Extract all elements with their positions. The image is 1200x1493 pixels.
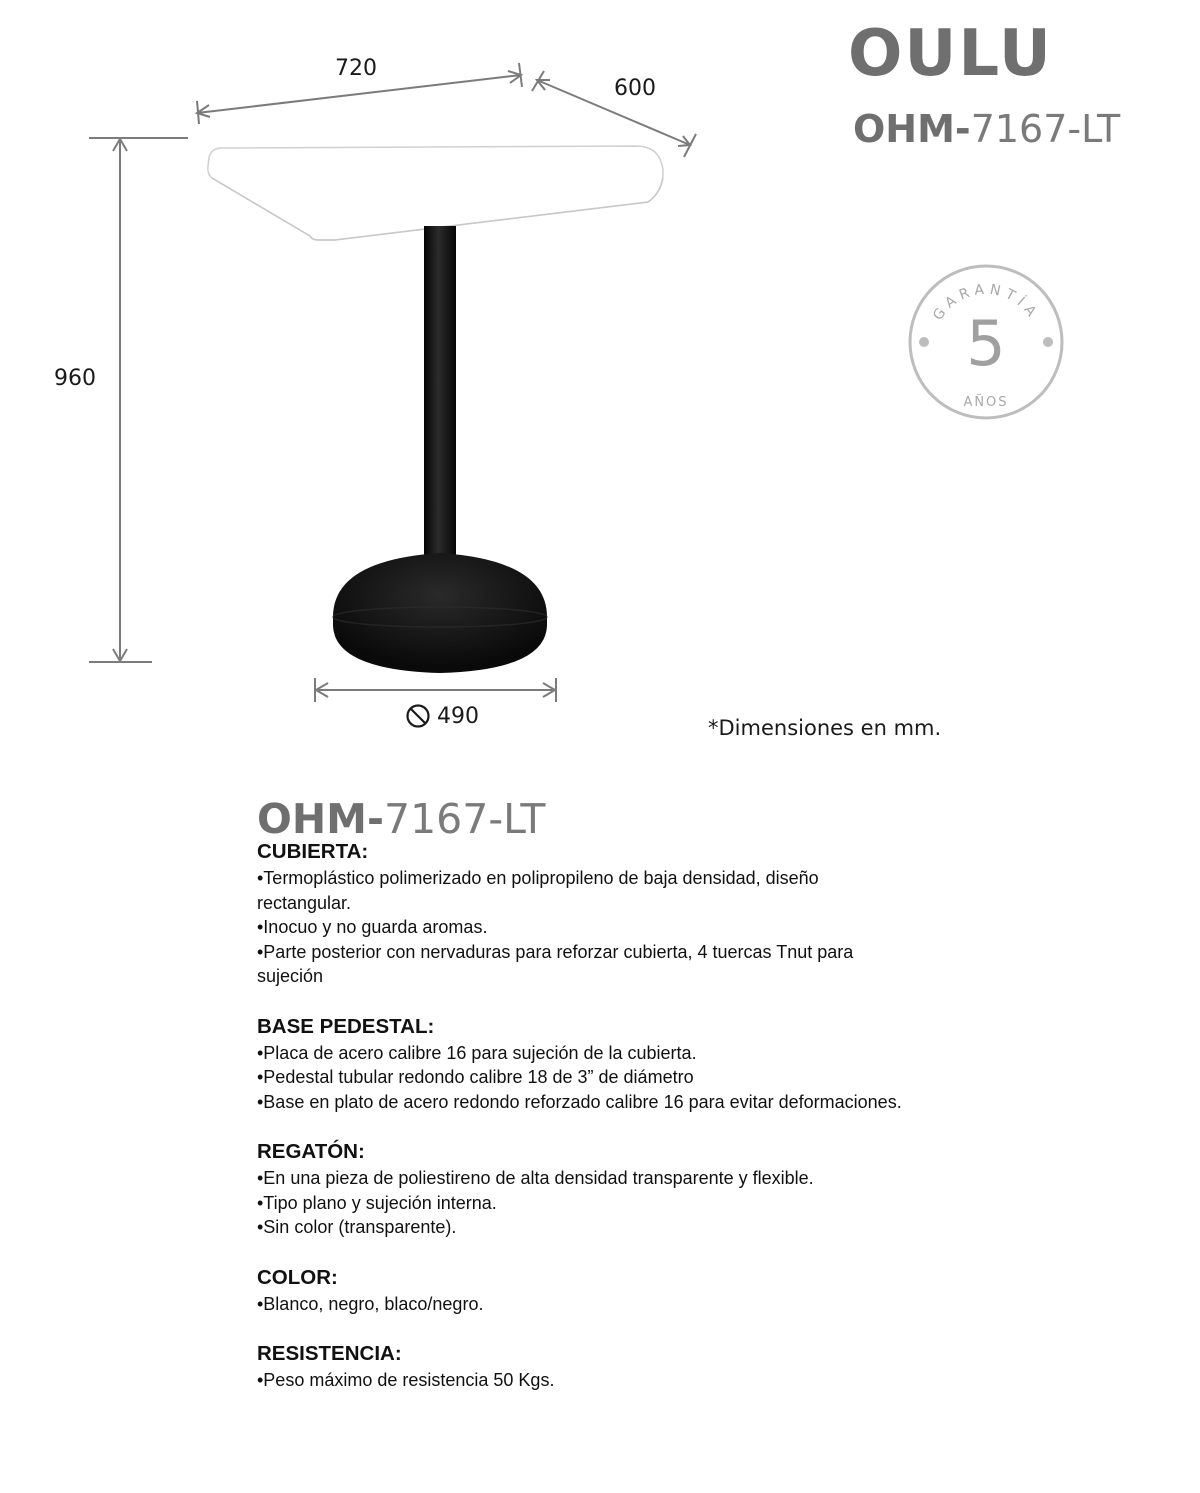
brand-name: OULU [848, 17, 1053, 91]
height-dimension: 960 [54, 366, 96, 391]
specifications [257, 840, 917, 1419]
spec-line: •Blanco, negro, blaco/negro. [257, 1293, 484, 1314]
model-code-header [853, 107, 1121, 151]
warranty-arc-text: GARANTÍA [930, 281, 1042, 324]
depth-dimension: 600 [614, 76, 656, 101]
spec-section-color [257, 1266, 917, 1317]
model-code-title [257, 795, 546, 843]
spec-line: •Base en plato de acero redondo reforzado calibre 16 para evitar deformaciones. [257, 1091, 902, 1112]
spec-heading: RESISTENCIA: [257, 1342, 402, 1365]
spec-section-base-pedestal [257, 1015, 917, 1115]
spec-heading: COLOR: [257, 1265, 338, 1289]
model-number: 7167-LT [970, 107, 1121, 151]
spec-line: •Tipo plano y sujeción interna. [257, 1192, 497, 1213]
spec-line: •Pedestal tubular redondo calibre 18 de 3” de diámetro [257, 1067, 694, 1087]
model-prefix: OHM- [853, 107, 971, 151]
spec-line: •Termoplástico polimerizado en polipropileno de baja densidad, diseño rectangular. [257, 868, 819, 913]
badge-dot-left [919, 337, 929, 347]
table-base [333, 553, 547, 673]
base-diameter-value: 490 [437, 703, 479, 729]
spec-line: •Inocuo y no guarda aromas. [257, 917, 488, 937]
spec-line: •Sin color (transparente). [257, 1217, 457, 1237]
spec-section-resistencia [257, 1342, 917, 1393]
warranty-badge [906, 262, 1066, 422]
spec-line: •Parte posterior con nervaduras para reforzar cubierta, 4 tuercas Tnut para sujeción [257, 941, 854, 986]
spec-section-cubierta [257, 840, 917, 989]
table-pole [424, 226, 456, 586]
dimensions-note: *Dimensiones en mm. [708, 716, 942, 740]
spec-line: •Peso máximo de resistencia 50 Kgs. [257, 1370, 555, 1390]
spec-heading: CUBIERTA: [257, 840, 369, 863]
warranty-unit: AÑOS [963, 395, 1009, 410]
model-number: 7167-LT [383, 795, 546, 843]
badge-dot-right [1043, 337, 1053, 347]
model-prefix: OHM- [257, 795, 384, 843]
base-diameter-dimension [405, 703, 479, 729]
diameter-symbol-icon [405, 703, 431, 729]
warranty-number: 5 [966, 307, 1006, 380]
spec-section-regaton [257, 1140, 917, 1240]
spec-line: •En una pieza de poliestireno de alta densidad transparente y flexible. [257, 1168, 814, 1188]
spec-heading: REGATÓN: [257, 1140, 365, 1163]
table-top [208, 146, 663, 240]
width-dimension: 720 [335, 56, 377, 81]
spec-heading: BASE PEDESTAL: [257, 1014, 435, 1038]
spec-line: •Placa de acero calibre 16 para sujeción de la cubierta. [257, 1042, 697, 1063]
